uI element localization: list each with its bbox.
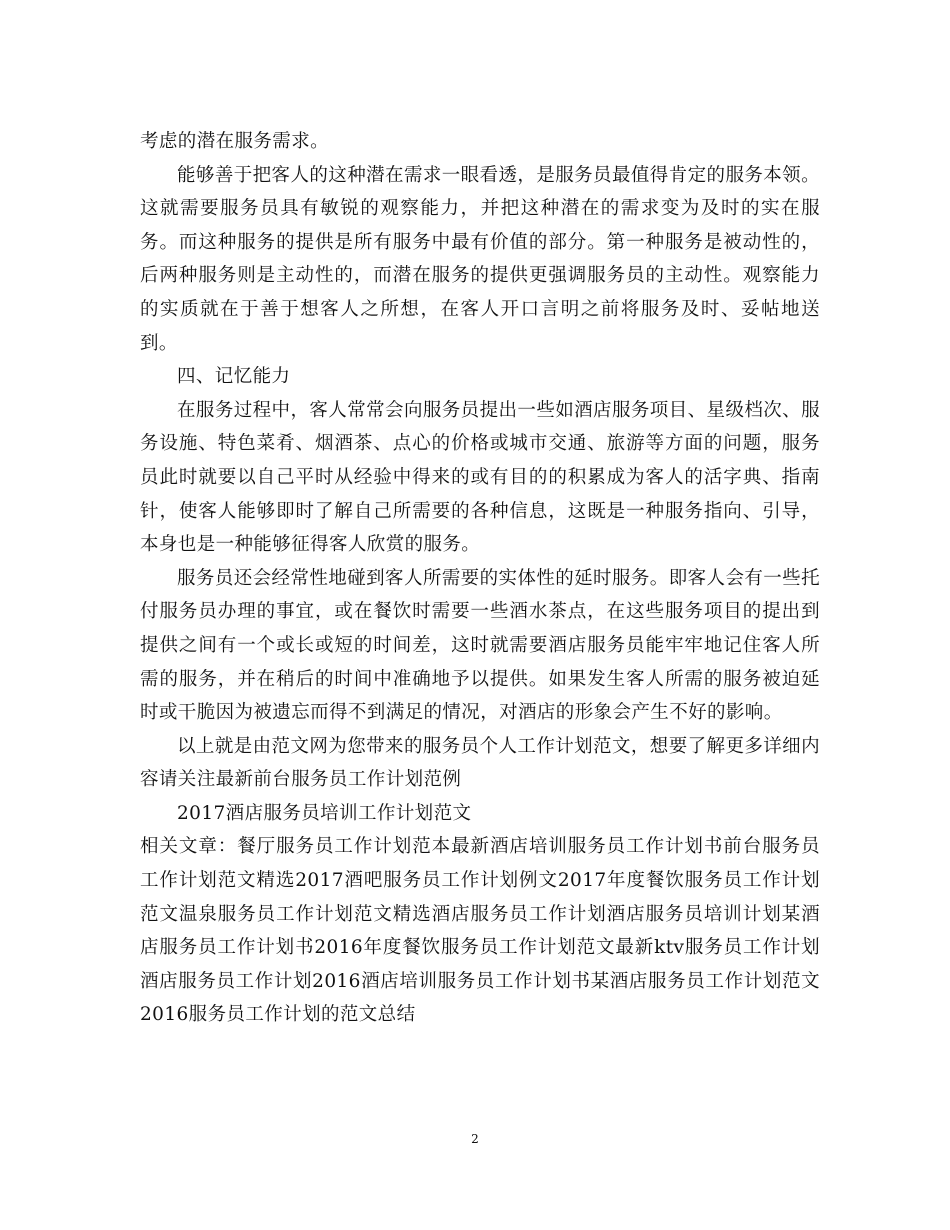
paragraph-delayed-service: 服务员还会经常性地碰到客人所需要的实体性的延时服务。即客人会有一些托付服务员办理的事宜，或在餐饮时需要一些酒水茶点，在这些服务项目的提出到提供之间有一个或长或短的时间差，这时就需要酒店服务员能牢牢地记住客人所需的服务，并在稍后的时间中准确地予以提供。如果发生客人所需的服务被迫延时或干脆因为被遗忘而得不到满足的情况，对酒店的形象会产生不好的影响。: [140, 567, 820, 724]
document-body: [140, 125, 820, 1032]
section-heading-memory: 四、记忆能力: [177, 366, 291, 388]
paragraph-observation-ability: 能够善于把客人的这种潜在需求一眼看透，是服务员最值得肯定的服务本领。这就需要服务员具有敏锐的观察能力，并把这种潜在的需求变为及时的实在服务。而这种服务的提供是所有服务中最有价值的部分。第一种服务是被动性的，后两种服务则是主动性的，而潜在服务的提供更强调服务员的主动性。观察能力的实质就在于善于想客人之所想，在客人开口言明之前将服务及时、妥帖地送到。: [140, 164, 820, 354]
paragraph-continuation: 考虑的潜在服务需求。: [140, 131, 330, 152]
paragraph-closing: 以上就是由范文网为您带来的服务员个人工作计划范文，想要了解更多详细内容请关注最新前台服务员工作计划范例: [140, 735, 820, 791]
paragraph-memory-ability: 在服务过程中，客人常常会向服务员提出一些如酒店服务项目、星级档次、服务设施、特色菜肴、烟酒茶、点心的价格或城市交通、旅游等方面的问题，服务员此时就要以自己平时从经验中得来的或有目的的积累成为客人的活字典、指南针，使客人能够即时了解自己所需要的各种信息，这既是一种服务指向、引导，本身也是一种能够征得客人欣赏的服务。: [140, 399, 820, 556]
related-link-title: 2017酒店服务员培训工作计划范文: [177, 802, 472, 824]
page-number: 2: [471, 1132, 479, 1146]
related-articles: 相关文章：餐厅服务员工作计划范本最新酒店培训服务员工作计划书前台服务员工作计划范文精选2017酒吧服务员工作计划例文2017年度餐饮服务员工作计划范文温泉服务员工作计划范文精选酒店服务员工作计划酒店服务员培训计划某酒店服务员工作计划书2016年度餐饮服务员工作计划范文最新ktv服务员工作计划酒店服务员工作计划2016酒店培训服务员工作计划书某酒店服务员工作计划范文2016服务员工作计划的范文总结: [140, 836, 820, 1026]
